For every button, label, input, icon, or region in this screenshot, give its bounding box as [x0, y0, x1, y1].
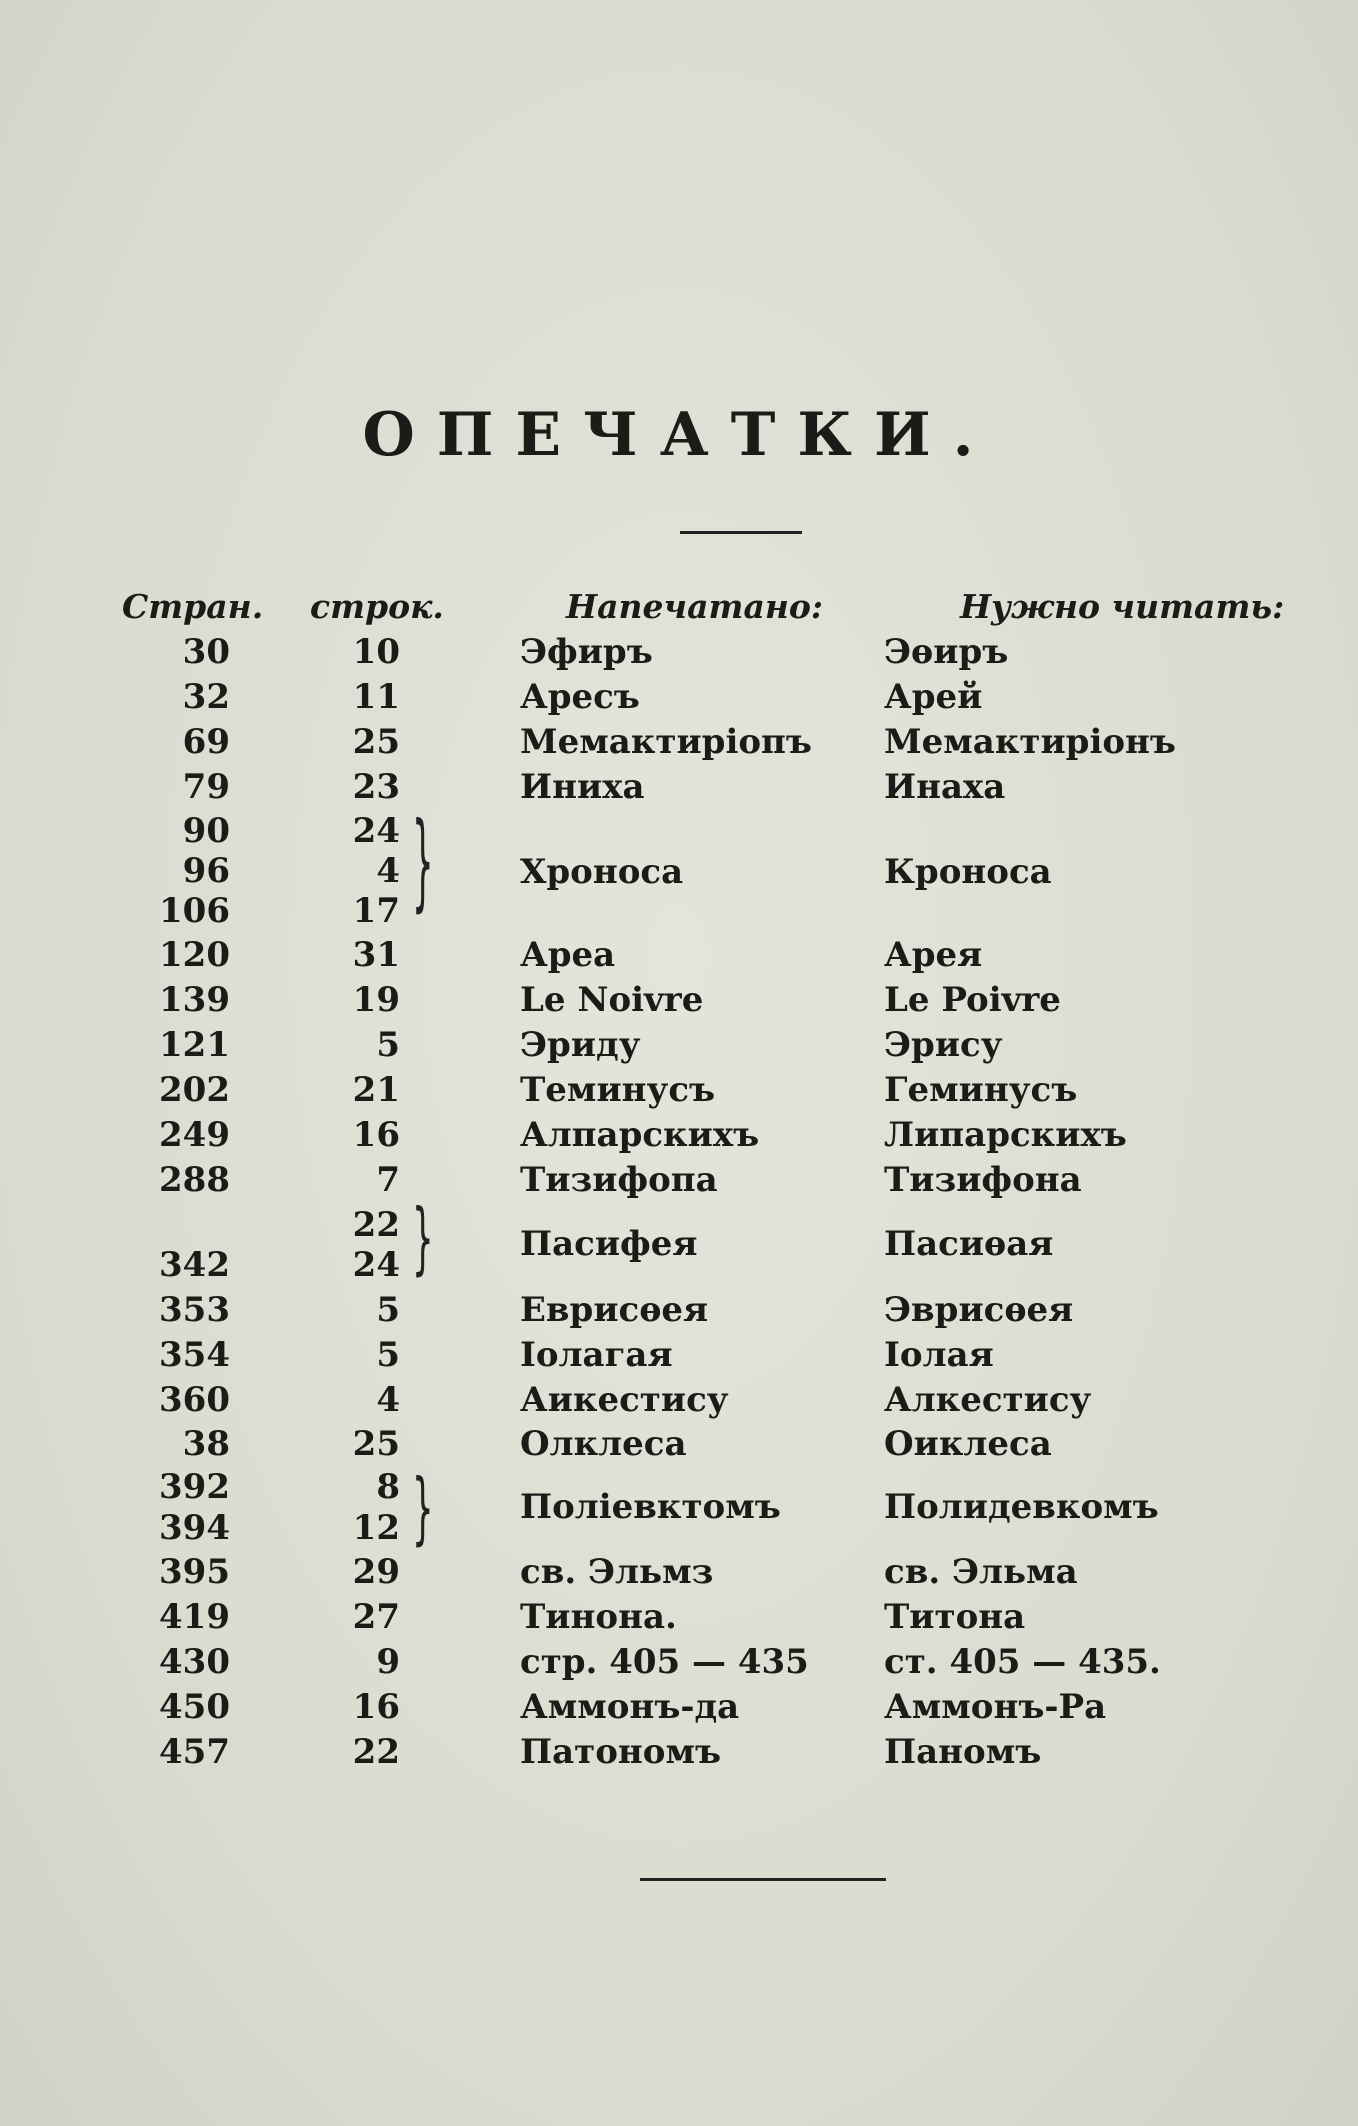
row-printed-text: Алпарскихъ	[520, 1115, 760, 1155]
row-correct-text: Полидевкомъ	[884, 1487, 1159, 1527]
row-printed-text: Теминусъ	[520, 1070, 716, 1110]
row-line-number: 16	[352, 1115, 400, 1155]
row-page-number: 69	[182, 722, 230, 762]
row-page-number: 38	[182, 1424, 230, 1464]
row-correct-text: Мемактиріонъ	[884, 722, 1177, 762]
row-line-number: 4	[376, 1380, 400, 1420]
header-line: строк.	[310, 587, 444, 626]
row-page-number: 90	[182, 811, 230, 851]
row-page-number: 120	[159, 935, 230, 975]
row-correct-text: Инаха	[884, 767, 1006, 807]
header-printed: Напечатано:	[566, 587, 824, 626]
row-line-number: 11	[352, 677, 400, 717]
row-page-number: 121	[159, 1025, 230, 1065]
row-correct-text: Липарскихъ	[884, 1115, 1127, 1155]
row-line-number: 7	[376, 1160, 400, 1200]
row-page-number: 202	[159, 1070, 230, 1110]
row-line-number: 5	[376, 1335, 400, 1375]
row-correct-text: Арея	[884, 935, 983, 975]
row-line-number: 25	[352, 722, 400, 762]
row-page-number: 139	[159, 980, 230, 1020]
row-line-number: 31	[352, 935, 400, 975]
page-title: ОПЕЧАТКИ.	[362, 400, 996, 470]
row-correct-text: Кроноса	[884, 852, 1052, 892]
row-correct-text: Эврисѳея	[884, 1290, 1074, 1330]
bottom-divider	[640, 1878, 886, 1881]
row-correct-text: Титона	[884, 1597, 1026, 1637]
row-correct-text: Аммонъ-Ра	[884, 1687, 1107, 1727]
row-printed-text: Аикестису	[520, 1380, 729, 1420]
row-printed-text: Ареа	[520, 935, 616, 975]
row-correct-text: Эѳиръ	[884, 632, 1009, 672]
row-correct-text: Эрису	[884, 1025, 1003, 1065]
row-correct-text: Оиклеса	[884, 1424, 1052, 1464]
row-line-number: 27	[352, 1597, 400, 1637]
header-correct: Нужно читать:	[960, 587, 1285, 626]
row-printed-text: Патономъ	[520, 1732, 722, 1772]
row-line-number: 24	[352, 1245, 400, 1285]
row-printed-text: Поліевктомъ	[520, 1487, 781, 1527]
row-line-number: 8	[376, 1467, 400, 1507]
row-printed-text: Эриду	[520, 1025, 641, 1065]
row-page-number: 394	[159, 1508, 230, 1548]
row-correct-text: Алкестису	[884, 1380, 1092, 1420]
row-page-number: 457	[159, 1732, 230, 1772]
header-page: Стран.	[122, 587, 264, 626]
row-printed-text: Іолагая	[520, 1335, 673, 1375]
row-printed-text: Аммонъ-да	[520, 1687, 740, 1727]
row-line-number: 24	[352, 811, 400, 851]
brace-group-2: }	[412, 1193, 434, 1286]
row-printed-text: Мемактиріопъ	[520, 722, 813, 762]
row-correct-text: Іолая	[884, 1335, 994, 1375]
row-line-number: 9	[376, 1642, 400, 1682]
row-line-number: 22	[352, 1205, 400, 1245]
row-line-number: 12	[352, 1508, 400, 1548]
row-printed-text: св. Эльмз	[520, 1552, 714, 1592]
row-printed-text: Эфиръ	[520, 632, 653, 672]
row-correct-text: Пасиѳая	[884, 1224, 1054, 1264]
row-correct-text: св. Эльма	[884, 1552, 1078, 1592]
row-printed-text: Хроноса	[520, 852, 684, 892]
row-printed-text: Пасифея	[520, 1224, 698, 1264]
row-correct-text: Геминусъ	[884, 1070, 1078, 1110]
row-page-number: 430	[159, 1642, 230, 1682]
row-page-number: 354	[159, 1335, 230, 1375]
title-divider	[680, 531, 802, 534]
row-line-number: 4	[376, 851, 400, 891]
row-page-number: 249	[159, 1115, 230, 1155]
row-page-number: 450	[159, 1687, 230, 1727]
row-printed-text: Иниха	[520, 767, 645, 807]
row-page-number: 79	[182, 767, 230, 807]
row-line-number: 23	[352, 767, 400, 807]
brace-group-3: }	[412, 1463, 434, 1556]
row-correct-text: Арей	[884, 677, 983, 717]
row-printed-text: Еврисѳея	[520, 1290, 709, 1330]
row-correct-text: Паномъ	[884, 1732, 1042, 1772]
row-page-number: 32	[182, 677, 230, 717]
row-page-number: 106	[159, 891, 230, 931]
row-printed-text: Le Noivre	[520, 980, 704, 1020]
row-line-number: 17	[352, 891, 400, 931]
row-correct-text: Тизифона	[884, 1160, 1082, 1200]
row-line-number: 10	[352, 632, 400, 672]
row-line-number: 21	[352, 1070, 400, 1110]
row-page-number: 353	[159, 1290, 230, 1330]
row-page-number: 96	[182, 851, 230, 891]
row-page-number: 30	[182, 632, 230, 672]
row-correct-text: ст. 405 — 435.	[884, 1642, 1161, 1682]
row-printed-text: Тинона.	[520, 1597, 677, 1637]
row-printed-text: Тизифопа	[520, 1160, 718, 1200]
row-line-number: 29	[352, 1552, 400, 1592]
row-page-number: 342	[159, 1245, 230, 1285]
brace-group-1: }	[412, 800, 434, 925]
row-printed-text: Аресъ	[520, 677, 640, 717]
row-line-number: 25	[352, 1424, 400, 1464]
row-page-number: 360	[159, 1380, 230, 1420]
row-printed-text: стр. 405 — 435	[520, 1642, 809, 1682]
row-page-number: 395	[159, 1552, 230, 1592]
row-line-number: 5	[376, 1025, 400, 1065]
row-page-number: 392	[159, 1467, 230, 1507]
row-line-number: 5	[376, 1290, 400, 1330]
row-line-number: 16	[352, 1687, 400, 1727]
row-line-number: 22	[352, 1732, 400, 1772]
row-page-number: 288	[159, 1160, 230, 1200]
row-line-number: 19	[352, 980, 400, 1020]
row-page-number: 419	[159, 1597, 230, 1637]
row-printed-text: Олклеса	[520, 1424, 687, 1464]
row-correct-text: Le Poivre	[884, 980, 1061, 1020]
